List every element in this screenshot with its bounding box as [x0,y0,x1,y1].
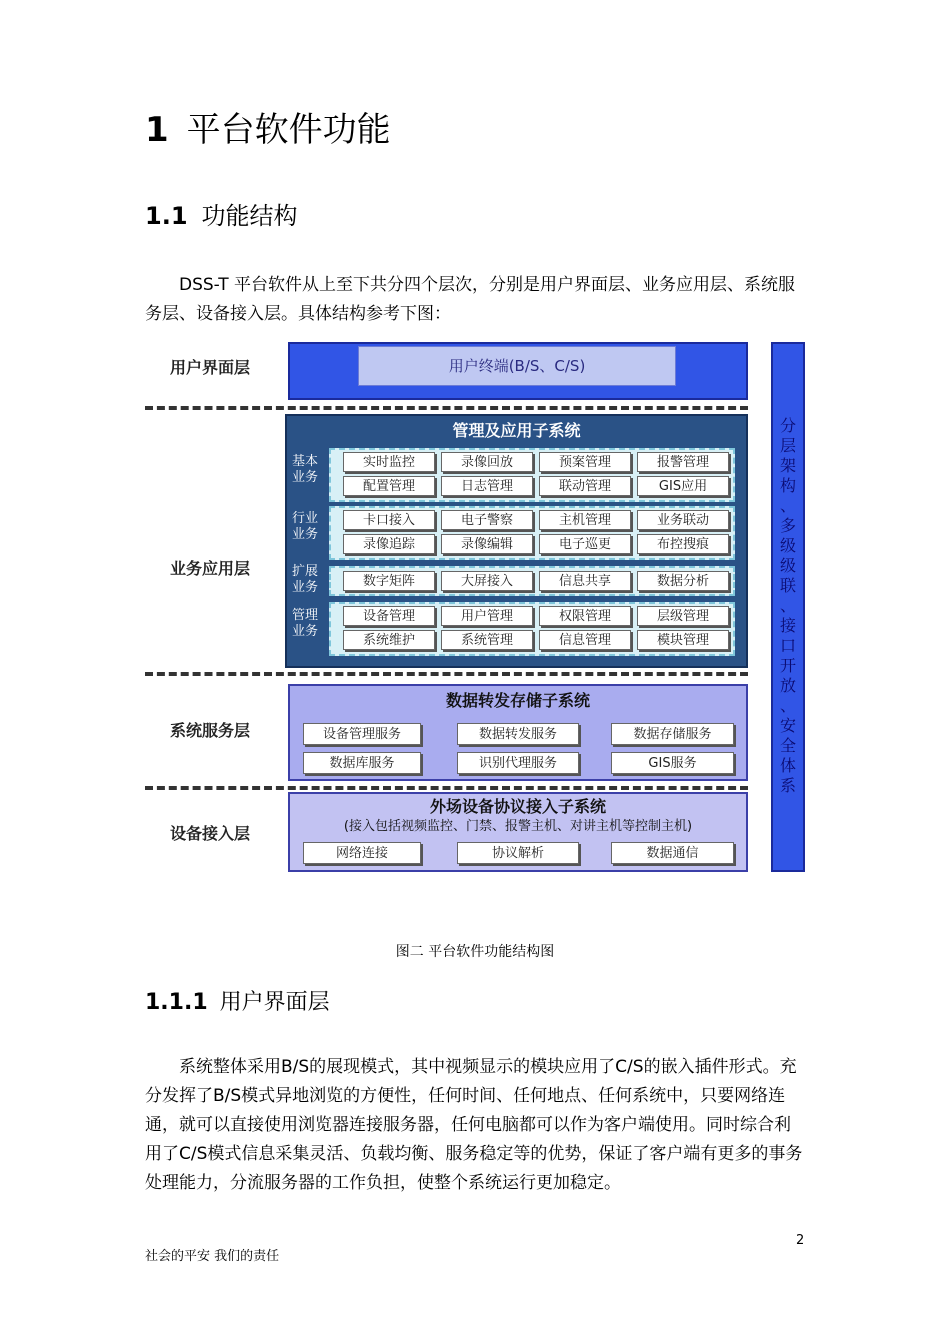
item-big-screen: 大屏接入 [441,571,533,591]
section-heading-1 [145,108,391,152]
item-protocol-parse: 协议解析 [457,842,579,864]
heading-number: 1.1.1 [145,990,208,1015]
device-layer-box [288,792,748,872]
group-label-management: 管理业务 [291,608,318,639]
page-footer: 社会的平安 我们的责任 [145,1249,280,1264]
item-info-manage: 信息管理 [539,630,631,650]
section-heading-1-1 [145,199,298,233]
layer-label-service: 系统服务层 [169,721,250,740]
heading-number: 1.1 [145,202,188,230]
item-e-police: 电子警察 [441,510,533,530]
heading-title: 功能结构 [201,202,298,230]
item-digital-matrix: 数字矩阵 [343,571,435,591]
layer-label-app: 业务应用层 [169,559,250,578]
service-layer-box [288,684,748,781]
layer-label-ui: 用户界面层 [169,358,250,377]
app-layer-box [285,414,748,668]
item-data-analysis: 数据分析 [637,571,729,591]
group-management-row [329,602,735,656]
item-user-manage: 用户管理 [441,606,533,626]
item-deploy-search: 布控搜痕 [637,534,729,554]
item-system-manage: 系统管理 [441,630,533,650]
item-data-comm: 数据通信 [611,842,734,864]
item-level-manage: 层级管理 [637,606,729,626]
item-device-manage: 设备管理 [343,606,435,626]
item-video-track: 录像追踪 [343,534,435,554]
ui-layer-box [288,342,748,400]
item-permission-manage: 权限管理 [539,606,631,626]
group-label-industry: 行业业务 [291,511,318,542]
heading-title: 用户界面层 [219,990,330,1015]
group-extended-row [329,566,735,596]
item-network-connect: 网络连接 [303,842,421,864]
figure-caption: 图二 平台软件功能结构图 [395,944,555,960]
group-label-extended: 扩展业务 [291,564,318,595]
page-number: 2 [796,1233,805,1248]
item-gis-app: GIS应用 [637,476,729,496]
architecture-side-bar-text: 分 层 架 构 、 多 级 级 联 、 接 口 开 放 、 安 全 体 系 [779,416,796,795]
item-linkage-manage: 联动管理 [539,476,631,496]
item-host-manage: 主机管理 [539,510,631,530]
item-database-service: 数据库服务 [303,752,421,774]
item-e-patrol: 电子巡更 [539,534,631,554]
layer-divider [145,672,748,676]
item-log-manage: 日志管理 [441,476,533,496]
group-basic-row [329,448,735,502]
item-plan-manage: 预案管理 [539,452,631,472]
intro-paragraph: DSS-T 平台软件从上至下共分四个层次，分别是用户界面层、业务应用层、系统服务层、设备接入层。具体结构参考下图： [145,275,796,324]
group-label-basic: 基本业务 [291,454,318,485]
layer-divider [145,786,748,790]
architecture-side-bar [771,342,805,872]
heading-title: 平台软件功能 [186,110,391,150]
group-industry-row [329,506,735,560]
item-checkpoint: 卡口接入 [343,510,435,530]
device-layer-title: 外场设备协议接入子系统 [429,797,606,816]
body-paragraph: 系统整体采用B/S的展现模式，其中视频显示的模块应用了C/S的嵌入插件形式。充分发挥了B/S模式异地浏览的方便性，任何时间、任何地点、任何系统中，只要网络连通，就可以直接使用浏览器连接服务器，任何电脑都可以作为客户端使用。同时综合利用了C/S模式信息采集灵活、负载均衡、服务稳定等的优势，保证了客户端有更多的事务处理能力，分流服务器的工作负担，使整个系统运行更加稳定。 [145,1057,803,1193]
service-layer-title: 数据转发存储子系统 [445,691,590,710]
item-config-manage: 配置管理 [343,476,435,496]
item-info-share: 信息共享 [539,571,631,591]
item-device-mgmt-service: 设备管理服务 [303,723,421,745]
item-alarm-manage: 报警管理 [637,452,729,472]
item-module-manage: 模块管理 [637,630,729,650]
item-video-edit: 录像编辑 [441,534,533,554]
item-playback: 录像回放 [441,452,533,472]
layer-label-device: 设备接入层 [169,824,250,843]
item-recognition-proxy-service: 识别代理服务 [457,752,579,774]
app-layer-title: 管理及应用子系统 [452,421,581,440]
item-data-storage-service: 数据存储服务 [611,723,734,745]
section-heading-1-1-1 [145,987,330,1019]
item-business-linkage: 业务联动 [637,510,729,530]
layer-divider [145,406,748,410]
item-realtime-monitor: 实时监控 [343,452,435,472]
function-structure-diagram [145,340,810,875]
heading-number: 1 [145,110,169,150]
item-gis-service: GIS服务 [611,752,734,774]
item-data-forward-service: 数据转发服务 [457,723,579,745]
device-layer-subtitle: (接入包括视频监控、门禁、报警主机、对讲主机等控制主机) [343,819,693,834]
item-system-maintain: 系统维护 [343,630,435,650]
user-terminal-box: 用户终端(B/S、C/S) [358,346,676,386]
